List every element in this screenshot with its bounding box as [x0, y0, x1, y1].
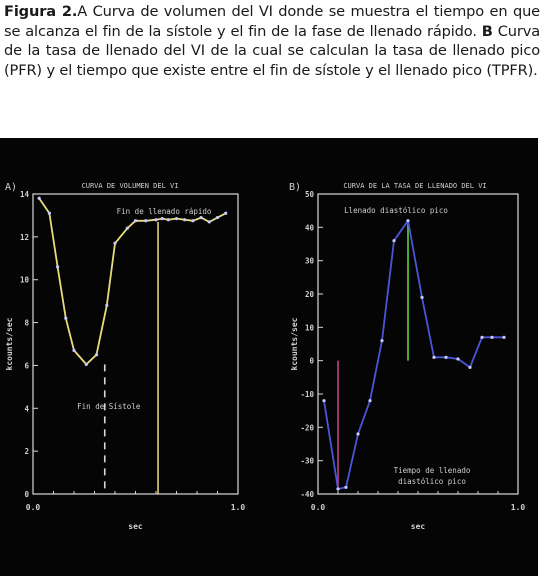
panel-a-data-point [38, 197, 41, 200]
panel-b-x-tick-label: 0.0 [310, 503, 326, 512]
panel-b-panel-label: B) [289, 182, 302, 193]
panel-b-y-tick-label: 20 [304, 290, 314, 299]
panel-a-data-point [72, 349, 75, 352]
panel-b-title: CURVA DE LA TASA DE LLENADO DEL VI [343, 182, 487, 190]
panel-a-data-point [191, 219, 194, 222]
panel-a-y-tick-label: 8 [24, 318, 29, 328]
end-systole-label: Fin de Sístole [77, 402, 141, 411]
panel-b-y-tick-label: 50 [304, 190, 314, 199]
panel-a-x-tick-label: 0.0 [25, 503, 41, 512]
panel-b-data-point [444, 356, 447, 359]
panel-b-y-axis-label: kcounts/sec [290, 317, 299, 371]
panel-a-data-point [224, 212, 227, 215]
panel-a-data-point [134, 219, 137, 222]
panel-b-data-point [368, 399, 371, 402]
panel-a-data-point [216, 216, 219, 219]
panel-b-data-point [480, 336, 483, 339]
panel-b-data-point [392, 239, 395, 242]
panel-a-data-point [200, 216, 203, 219]
panel-b-data-point [502, 336, 505, 339]
panel-a-data-point [183, 218, 186, 221]
panel-a-data-point [144, 219, 147, 222]
panel-a-y-tick-label: 2 [24, 447, 29, 457]
figure-panel [0, 138, 538, 576]
panel-a-y-tick-label: 12 [19, 232, 29, 242]
panel-a-y-tick-label: 6 [24, 361, 29, 371]
panel-b-data-point [456, 357, 459, 360]
panel-b-series-line [324, 221, 504, 489]
panel-b-axes-frame [318, 194, 518, 494]
panel-a-y-axis-label: kcounts/sec [5, 317, 14, 371]
panel-a-data-point [208, 220, 211, 223]
panel-b-y-tick-label: 40 [304, 223, 314, 233]
panel-b-data-point [344, 486, 347, 489]
panel-b-data-point [432, 356, 435, 359]
panel-a-y-tick-label: 4 [24, 404, 29, 414]
panel-b-data-point [406, 219, 409, 222]
caption-label-b: B [481, 22, 493, 40]
panel-b-data-point [490, 336, 493, 339]
panel-a-data-point [126, 227, 129, 230]
panel-a-data-point [64, 317, 67, 320]
panel-b-y-tick-label: 30 [304, 256, 314, 266]
peak-filling-label: Llenado diastólico pico [344, 206, 448, 215]
panel-b-y-tick-label: -40 [300, 490, 314, 499]
panel-a-y-tick-label: 14 [19, 190, 29, 199]
panel-a-data-point [161, 217, 164, 220]
panel-b-y-tick-label: -30 [300, 456, 314, 466]
panel-a-axes-frame [33, 194, 238, 494]
panel-b-y-tick-label: 10 [304, 323, 314, 333]
panel-b-data-point [356, 432, 359, 435]
panel-a-x-axis-label: sec [128, 522, 143, 531]
panel-a-y-tick-label: 10 [19, 275, 29, 285]
panel-b-data-point [336, 487, 339, 490]
panel-b-data-point [468, 366, 471, 369]
caption-text-b: Curva de la tasa de llenado del VI de la cual se calculan la tasa de llenado pico (PFR) y el tiempo que existe entre el fin de sístole y el llenado pico (TPFR). [4, 22, 540, 79]
end-rapid-fill-label: Fin de llenado rápido [116, 207, 212, 216]
time-to-peak-label-line: diastólico pico [398, 477, 466, 486]
panel-a-data-point [56, 265, 59, 268]
panel-a-data-point [154, 218, 157, 221]
panel-b-data-point [420, 296, 423, 299]
panel-a-title: CURVA DE VOLUMEN DEL VI [81, 182, 179, 190]
panel-b-x-axis-label: sec [410, 522, 426, 531]
panel-a-data-point [85, 363, 88, 366]
panel-a-y-tick-label: 0 [24, 490, 29, 499]
figure-svg [0, 138, 538, 576]
panel-a-data-point [167, 218, 170, 221]
panel-b-data-point [322, 399, 325, 402]
panel-a-data-point [95, 353, 98, 356]
panel-a-series-line [39, 198, 226, 364]
panel-a-data-point [105, 304, 108, 307]
caption-text-a: A Curva de volumen del VI donde se muestra el tiempo en que se alcanza el fin de la sístole y el fin de la fase de llenado rápido. [4, 3, 540, 40]
time-to-peak-label-line: Tiempo de llenado [393, 466, 471, 475]
panel-a-data-point [48, 212, 51, 215]
panel-a-x-tick-label: 1.0 [230, 503, 246, 512]
panel-a-panel-label: A) [5, 182, 18, 193]
panel-b-data-point [380, 339, 383, 342]
figure-caption [4, 2, 540, 80]
panel-a-data-point [175, 217, 178, 220]
panel-b-y-tick-label: 0 [309, 356, 314, 366]
panel-b-y-tick-label: -10 [300, 390, 314, 399]
panel-b-y-tick-label: -20 [300, 423, 314, 433]
panel-a-data-point [113, 242, 116, 245]
caption-label: Figura 2. [4, 3, 78, 20]
panel-b-x-tick-label: 1.0 [510, 503, 526, 512]
